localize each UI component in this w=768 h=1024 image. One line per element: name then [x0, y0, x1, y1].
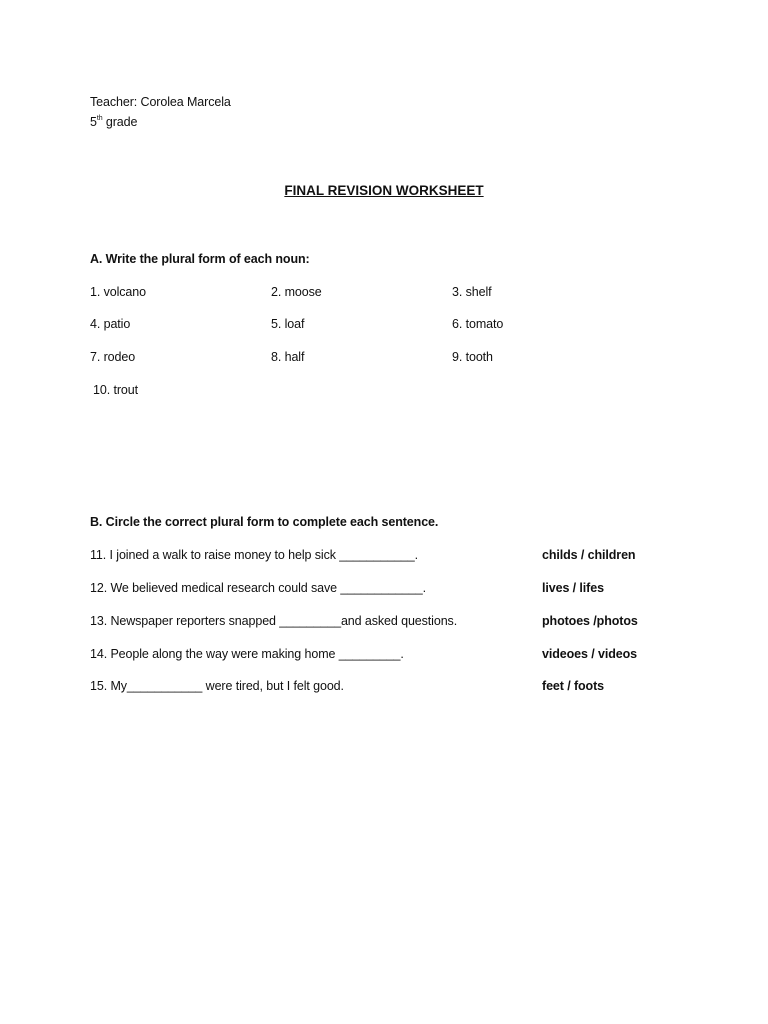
sentence-choices: feet / foots	[542, 679, 604, 693]
noun-item: 5. loaf	[271, 317, 305, 331]
worksheet-title: FINAL REVISION WORKSHEET	[284, 183, 484, 198]
noun-item: 8. half	[271, 350, 305, 364]
sentence-choices: photoes /photos	[542, 614, 638, 628]
section-a-heading: A. Write the plural form of each noun:	[90, 252, 310, 266]
sentence-text: 12. We believed medical research could save ____________.	[90, 581, 426, 595]
sentence-choices: lives / lifes	[542, 581, 604, 595]
sentence-choices: childs / children	[542, 548, 636, 562]
sentence-text: 13. Newspaper reporters snapped _________and asked questions.	[90, 614, 458, 628]
teacher-name: Teacher: Corolea Marcela	[90, 95, 231, 109]
noun-item: 2. moose	[271, 285, 322, 299]
section-b-heading: B. Circle the correct plural form to complete each sentence.	[90, 515, 439, 529]
sentence-choices: videoes / videos	[542, 647, 637, 661]
sentence-text: 11. I joined a walk to raise money to help sick ___________.	[90, 548, 419, 562]
sentence-text: 15. My___________ were tired, but I felt good.	[90, 679, 344, 693]
noun-item: 10. trout	[93, 383, 138, 397]
noun-item: 9. tooth	[452, 350, 493, 364]
grade-line	[90, 114, 137, 130]
noun-item: 7. rodeo	[90, 350, 136, 364]
noun-item: 4. patio	[90, 317, 131, 331]
noun-item: 3. shelf	[452, 285, 492, 299]
grade-suffix: th	[96, 114, 103, 122]
grade-word: grade	[105, 115, 138, 129]
sentence-text: 14. People along the way were making home _________.	[90, 647, 404, 661]
noun-item: 6. tomato	[452, 317, 504, 331]
grade-number: 5	[90, 115, 97, 129]
noun-item: 1. volcano	[90, 285, 146, 299]
